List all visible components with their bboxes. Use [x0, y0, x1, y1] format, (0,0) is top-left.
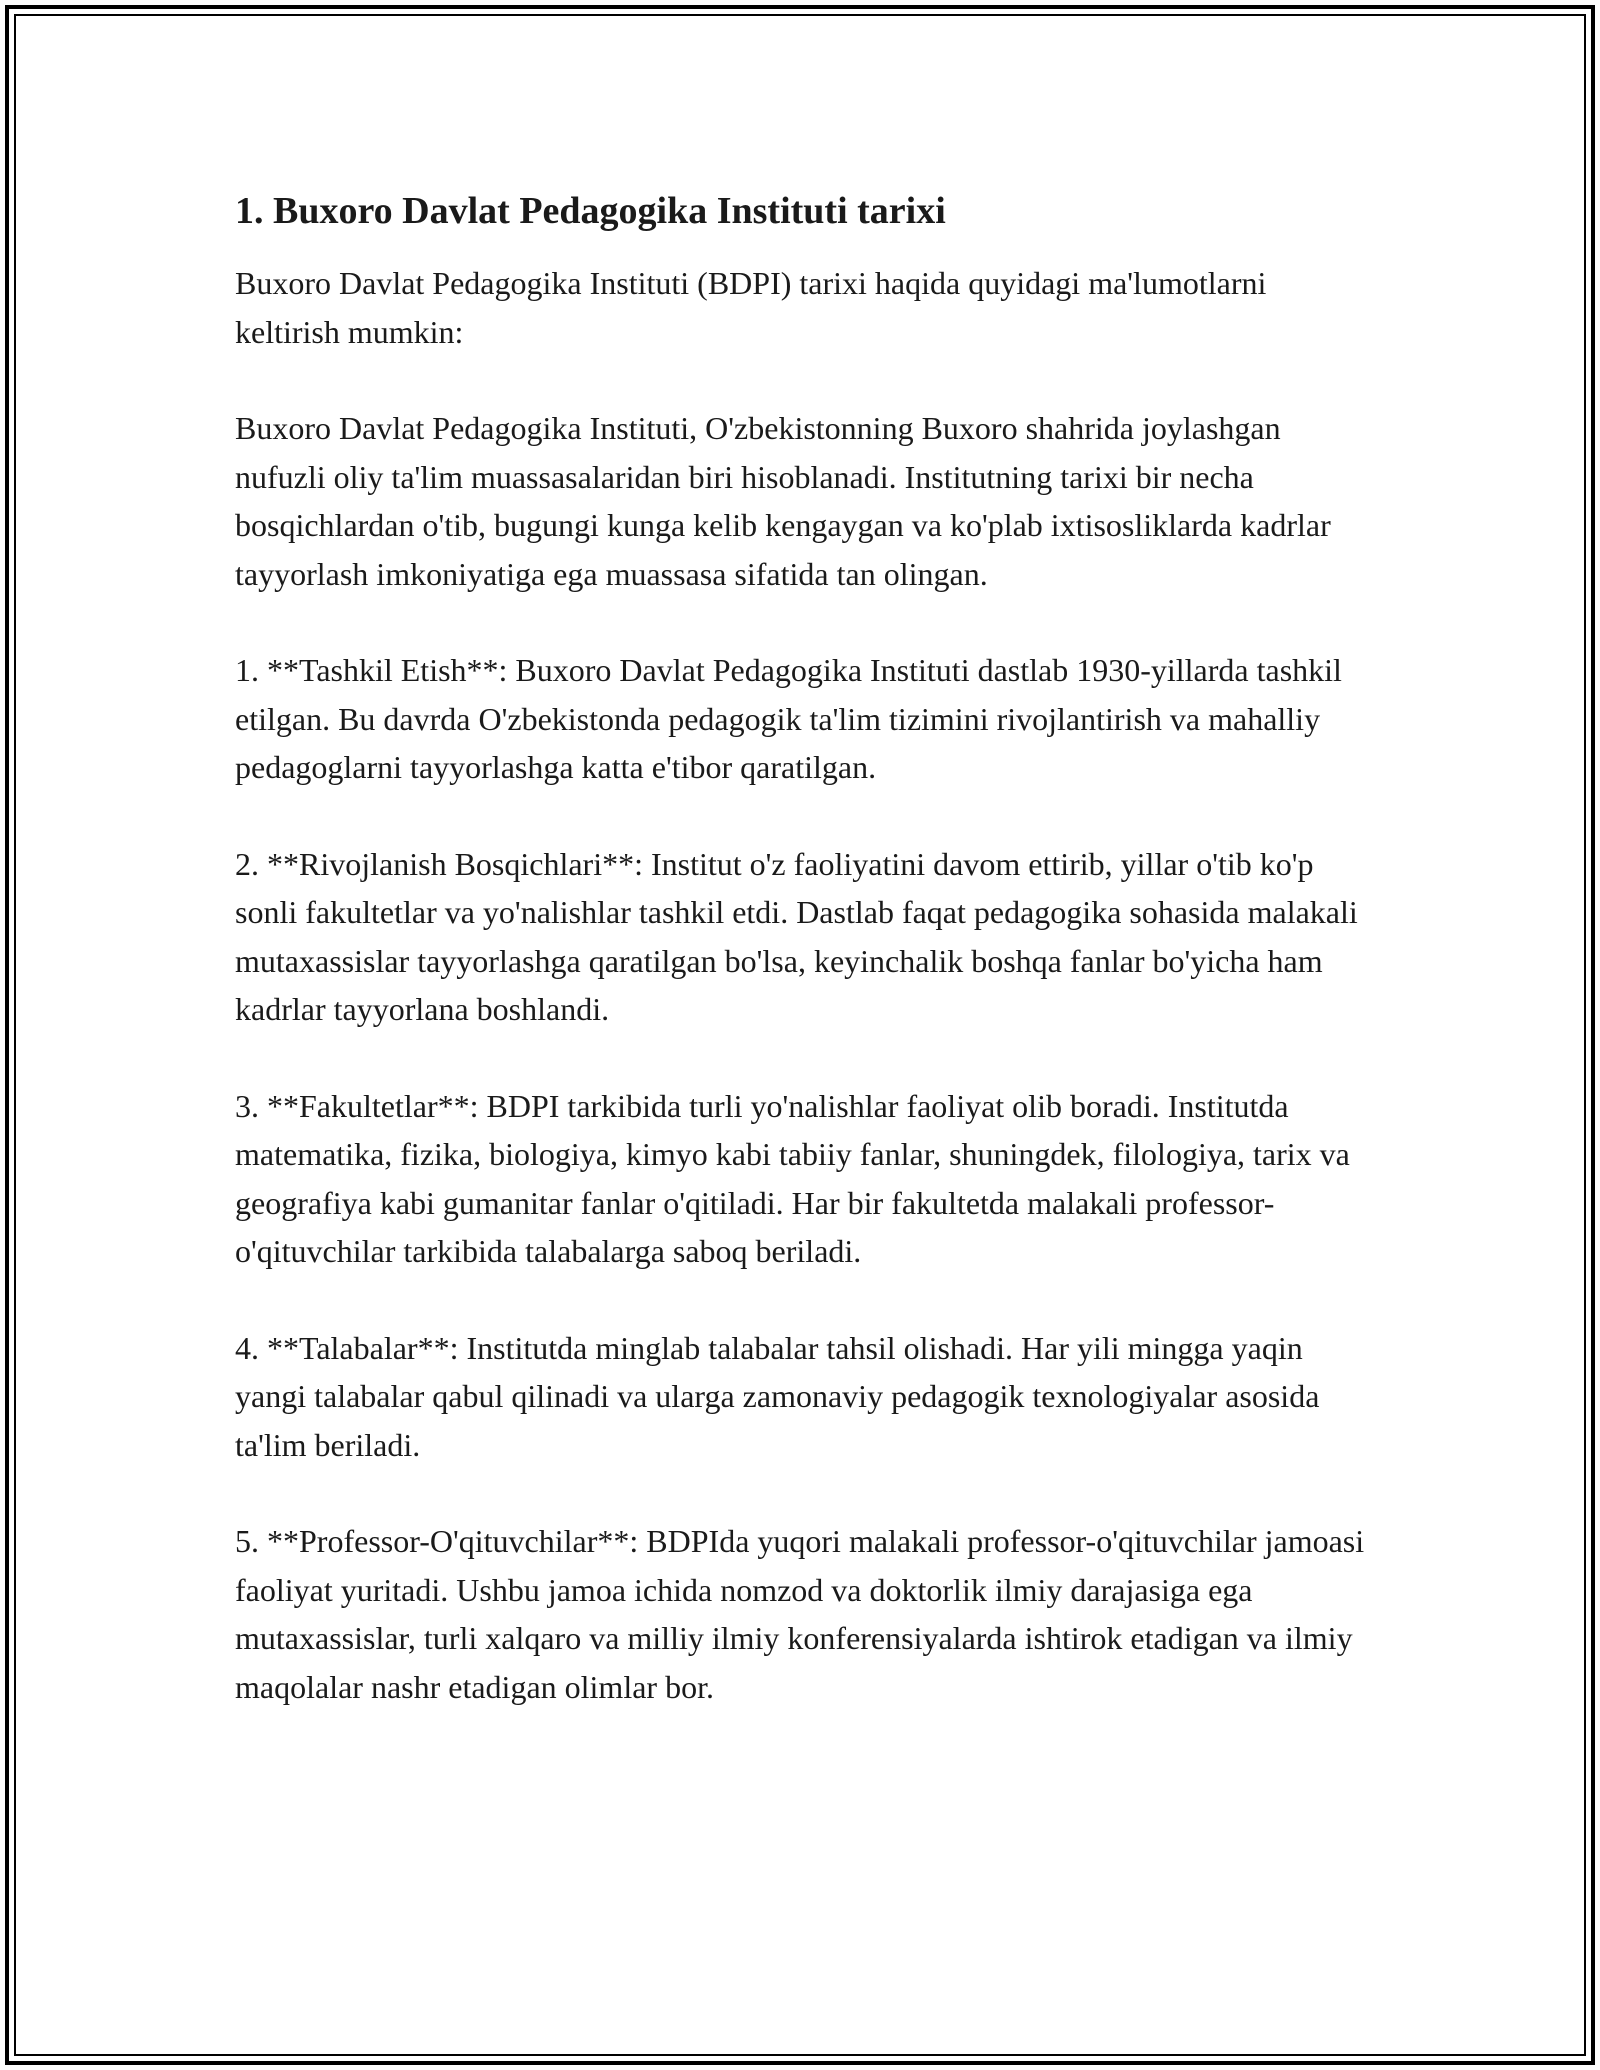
document-title: 1. Buxoro Davlat Pedagogika Instituti tarixi [235, 190, 946, 232]
paragraph-tashkil-etish: 1. **Tashkil Etish**: Buxoro Davlat Pedagogika Instituti dastlab 1930-yillarda tashkil etilgan. Bu davrda O'zbekistonda pedagogik ta'lim tizimini rivojlantirish va mahalliy pedagoglarni tayyorlashga katta e'tibor qaratilgan. [235, 652, 1342, 785]
paragraph-fakultetlar: 3. **Fakultetlar**: BDPI tarkibida turli yo'nalishlar faoliyat olib boradi. Institutda matematika, fizika, biologiya, kimyo kabi tabiiy fanlar, shuningdek, filologiya, tarix va geografiya kabi gumanitar fanlar o'qitiladi. Har bir fakultetda malakali professor-o'qituvchilar tarkibida talabalarga saboq beriladi. [235, 1087, 1350, 1269]
paragraph-overview: Buxoro Davlat Pedagogika Instituti, O'zbekistonning Buxoro shahrida joylashgan nufuzli oliy ta'lim muassasalaridan biri hisoblanadi. Institutning tarixi bir necha bosqichlardan o'tib, bugungi kunga kelib kengaygan va ko'plab ixtisosliklarda kadrlar tayyorlash imkoniyatiga ega muassasa sifatida tan olingan. [235, 410, 1331, 592]
paragraph-talabalar: 4. **Talabalar**: Institutda minglab talabalar tahsil olishadi. Har yili mingga yaqin yangi talabalar qabul qilinadi va ularga zamonaviy pedagogik texnologiyalar asosida ta'lim beriladi. [235, 1329, 1320, 1463]
paragraph-intro: Buxoro Davlat Pedagogika Instituti (BDPI) tarixi haqida quyidagi ma'lumotlarni keltirish mumkin: [235, 265, 1267, 350]
document-body [235, 185, 1370, 1759]
paragraph-rivojlanish: 2. **Rivojlanish Bosqichlari**: Institut o'z faoliyatini davom ettirib, yillar o'tib ko'p sonli fakultetlar va yo'nalishlar tashkil etdi. Dastlab faqat pedagogika sohasida malakali mutaxassislar tayyorlashga qaratilgan bo'lsa, keyinchalik boshqa fanlar bo'yicha ham kadrlar tayyorlana boshlandi. [235, 845, 1358, 1027]
paragraph-professorlar: 5. **Professor-O'qituvchilar**: BDPIda yuqori malakali professor-o'qituvchilar jamoasi faoliyat yuritadi. Ushbu jamoa ichida nomzod va doktorlik ilmiy darajasiga ega mutaxassislar, turli xalqaro va milliy ilmiy konferensiyalarda ishtirok etadigan va ilmiy maqolalar nashr etadigan olimlar bor. [235, 1523, 1365, 1705]
